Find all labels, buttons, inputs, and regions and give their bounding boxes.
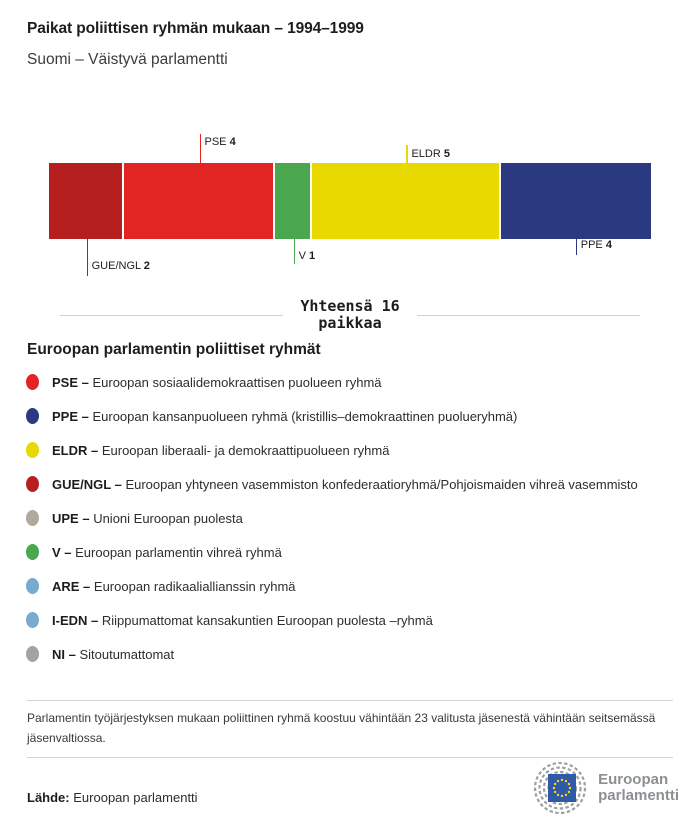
source-text [27,790,198,805]
legend-item-upe [27,509,673,528]
annotation-label-v: V 1 [298,250,316,262]
bar-segment-ppe[interactable] [501,163,652,239]
bar-segment-v[interactable] [275,163,311,239]
annotation-label-ppe: PPE 4 [580,239,612,251]
total-seats-row [60,298,640,332]
page-title: Paikat poliittisen ryhmän mukaan – 1994–1999 [27,20,364,37]
legend-item-i-edn [27,611,673,630]
divider-line-left [60,315,283,316]
logo-wordmark-line1: Euroopan [598,771,669,788]
page-subtitle: Suomi – Väistyvä parlamentti [27,51,228,68]
legend-item-v [27,543,673,562]
source-value: Euroopan parlamentti [73,790,198,805]
total-seats-line1: Yhteensä 16 [300,297,400,315]
legend-item-text: ARE – Euroopan radikaaliallianssin ryhmä [52,579,296,594]
legend-item-text: ELDR – Euroopan liberaali- ja demokraattipuolueen ryhmä [52,443,390,458]
legend-list [27,373,673,664]
annotation-label-pse: PSE 4 [204,136,236,148]
legend-dot-icon [26,408,39,424]
bar-segment-eldr[interactable] [312,163,498,239]
footnote: Parlamentin työjärjestyksen mukaan poliittinen ryhmä koostuu vähintään 23 valitusta jäsenestä vähintään seitsemässä jäsenvaltiossa. [27,711,656,745]
total-seats-label [283,298,416,332]
legend-item-text: PSE – Euroopan sosiaalidemokraattisen puolueen ryhmä [52,375,382,390]
legend-dot-icon [26,578,39,594]
legend-dot-icon [26,646,39,662]
legend-dot-icon [26,544,39,560]
eu-flag-icon [548,774,576,802]
legend-item-text: NI – Sitoutumattomat [52,647,175,662]
legend-dot-icon [26,476,39,492]
bar-segment-pse[interactable] [124,163,273,239]
annotation-label-gue-ngl: GUE/NGL 2 [91,260,150,272]
annotation-line-gue-ngl [87,239,89,276]
hemicycle-icon [524,761,590,815]
logo-wordmark [598,772,679,804]
legend-item-text: GUE/NGL – Euroopan yhtyneen vasemmiston konfederaatioryhmä/Pohjoismaiden vihreä vasemmisto [52,477,638,492]
european-parliament-logo [524,761,679,815]
annotation-line-eldr [406,145,408,163]
source-row [27,761,679,815]
bar-segment-gue-ngl[interactable] [49,163,122,239]
legend-dot-icon [26,442,39,458]
legend-item-eldr [27,441,673,460]
divider-line-right [417,315,640,316]
source-label: Lähde: [27,790,70,805]
annotation-line-ppe [576,239,578,255]
legend-dot-icon [26,612,39,628]
footer-divider-bottom [27,757,673,758]
chart-area [0,69,700,284]
annotation-line-v [294,239,296,264]
legend-item-text: UPE – Unioni Euroopan puolesta [52,511,243,526]
annotation-label-eldr: ELDR 5 [411,148,450,160]
legend-item-ni [27,645,673,664]
legend-item-are [27,577,673,596]
legend-dot-icon [26,510,39,526]
legend-item-text: V – Euroopan parlamentin vihreä ryhmä [52,545,282,560]
legend-item-pse [27,373,673,392]
legend-item-ppe [27,407,673,426]
legend-dot-icon [26,374,39,390]
legend-item-gue-ngl [27,475,673,494]
annotation-line-pse [200,134,202,163]
legend-item-text: I-EDN – Riippumattomat kansakuntien Euroopan puolesta –ryhmä [52,613,433,628]
legend-item-text: PPE – Euroopan kansanpuolueen ryhmä (kristillis–demokraattinen puolueryhmä) [52,409,518,424]
total-seats-line2: paikkaa [318,314,382,332]
legend-heading: Euroopan parlamentin poliittiset ryhmät [27,341,321,358]
logo-wordmark-line2: parlamentti [598,787,679,804]
